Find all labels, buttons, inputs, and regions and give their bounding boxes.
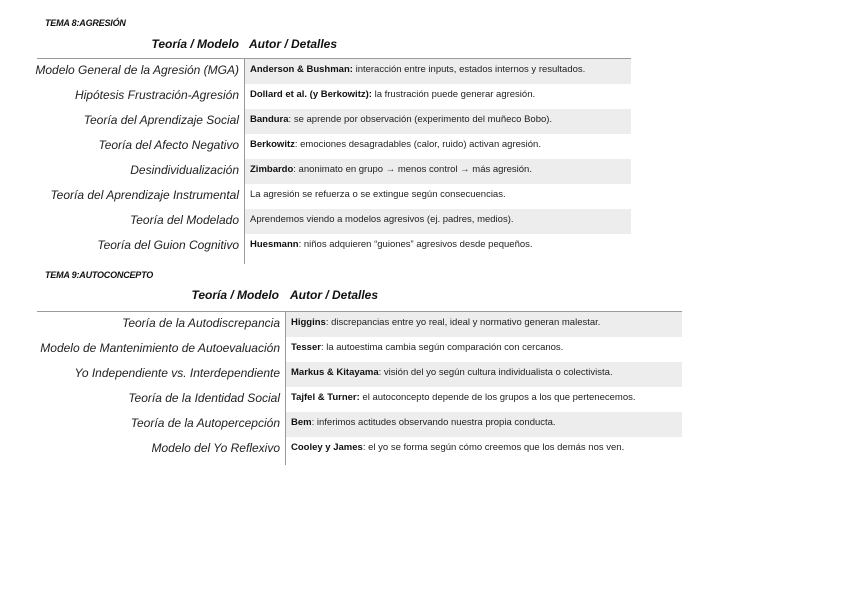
detail-text: el autoconcepto depende de los grupos a los que pertenecemos.: [359, 392, 636, 403]
detail-text: la frustración puede generar agresión.: [371, 89, 536, 100]
author-name: Bem: [291, 417, 312, 428]
table-row: [0, 362, 848, 387]
theory-cell: Hipótesis Frustración-Agresión: [74, 88, 239, 102]
table-row: [0, 159, 848, 184]
theory-cell: Yo Independiente vs. Interdependiente: [74, 366, 280, 380]
detail-cell: [286, 312, 682, 337]
theory-cell: Teoría del Aprendizaje Instrumental: [50, 188, 239, 202]
tema9-title: TEMA 9:AUTOCONCEPTO: [45, 270, 154, 280]
theory-cell: Desindividualización: [130, 163, 239, 177]
theory-cell: Teoría del Modelado: [130, 213, 239, 227]
theory-cell: Teoría del Afecto Negativo: [98, 138, 239, 152]
detail-cell: [245, 234, 631, 259]
author-name: Berkowitz: [250, 139, 295, 150]
table-row: [0, 134, 848, 159]
detail-cell: [245, 59, 631, 84]
detail-cell: [245, 209, 631, 234]
table-row: [0, 337, 848, 362]
tema8-title: TEMA 8:AGRESIÓN: [45, 18, 126, 28]
author-name: Markus & Kitayama: [291, 367, 379, 378]
tema8-header-author: Autor / Detalles: [249, 37, 338, 51]
table-row: [0, 234, 848, 259]
detail-text: : el yo se forma según cómo creemos que los demás nos ven.: [362, 442, 625, 453]
theory-cell: Modelo General de la Agresión (MGA): [35, 63, 239, 77]
author-name: Anderson & Bushman:: [250, 64, 353, 75]
author-name: Bandura: [250, 114, 289, 125]
theory-cell: Teoría del Aprendizaje Social: [83, 113, 239, 127]
detail-text: : se aprende por observación (experimento del muñeco Bobo).: [288, 114, 553, 125]
detail-text: : anonimato en grupo → menos control → más agresión.: [293, 164, 532, 175]
detail-text: : inferimos actitudes observando nuestra propia conducta.: [311, 417, 556, 428]
tema9-header-theory: Teoría / Modelo: [191, 288, 279, 302]
detail-cell: [245, 84, 631, 109]
author-name: Tesser: [291, 342, 321, 353]
tema9-header-author: Autor / Detalles: [290, 288, 379, 302]
table-row: [0, 312, 848, 337]
table-row: [0, 184, 848, 209]
author-name: Tajfel & Turner:: [291, 392, 360, 403]
theory-cell: Modelo del Yo Reflexivo: [151, 441, 280, 455]
detail-text: : emociones desagradables (calor, ruido) activan agresión.: [294, 139, 541, 150]
tema8-header-theory: Teoría / Modelo: [151, 37, 239, 51]
table-row: [0, 209, 848, 234]
theory-cell: Teoría de la Identidad Social: [128, 391, 280, 405]
detail-cell: [286, 362, 682, 387]
detail-text: La agresión se refuerza o se extingue según consecuencias.: [250, 189, 506, 200]
detail-cell: [286, 337, 682, 362]
detail-cell: [286, 437, 682, 462]
detail-cell: [245, 184, 631, 209]
detail-cell: [245, 109, 631, 134]
table-row: [0, 59, 848, 84]
detail-text: interacción entre inputs, estados internos y resultados.: [352, 64, 586, 75]
tema9-table: [0, 312, 848, 462]
theory-cell: Teoría del Guion Cognitivo: [97, 238, 239, 252]
author-name: Dollard et al. (y Berkowitz):: [250, 89, 372, 100]
table-row: [0, 412, 848, 437]
author-name: Cooley y James: [291, 442, 363, 453]
table-row: [0, 437, 848, 462]
detail-text: : visión del yo según cultura individualista o colectivista.: [378, 367, 613, 378]
table-row: [0, 387, 848, 412]
detail-cell: [245, 159, 631, 184]
detail-text: Aprendemos viendo a modelos agresivos (ej. padres, medios).: [250, 214, 514, 225]
theory-cell: Modelo de Mantenimiento de Autoevaluación: [40, 341, 280, 355]
theory-cell: Teoría de la Autopercepción: [130, 416, 280, 430]
detail-text: : niños adquieren “guiones” agresivos desde pequeños.: [298, 239, 533, 250]
table-row: [0, 109, 848, 134]
detail-text: : discrepancias entre yo real, ideal y normativo generan malestar.: [325, 317, 601, 328]
author-name: Higgins: [291, 317, 326, 328]
author-name: Zimbardo: [250, 164, 294, 175]
detail-cell: [245, 134, 631, 159]
tema8-table: [0, 59, 848, 259]
theory-cell: Teoría de la Autodiscrepancia: [122, 316, 280, 330]
detail-cell: [286, 412, 682, 437]
detail-cell: [286, 387, 682, 412]
table-row: [0, 84, 848, 109]
author-name: Huesmann: [250, 239, 299, 250]
detail-text: : la autoestima cambia según comparación con cercanos.: [320, 342, 564, 353]
